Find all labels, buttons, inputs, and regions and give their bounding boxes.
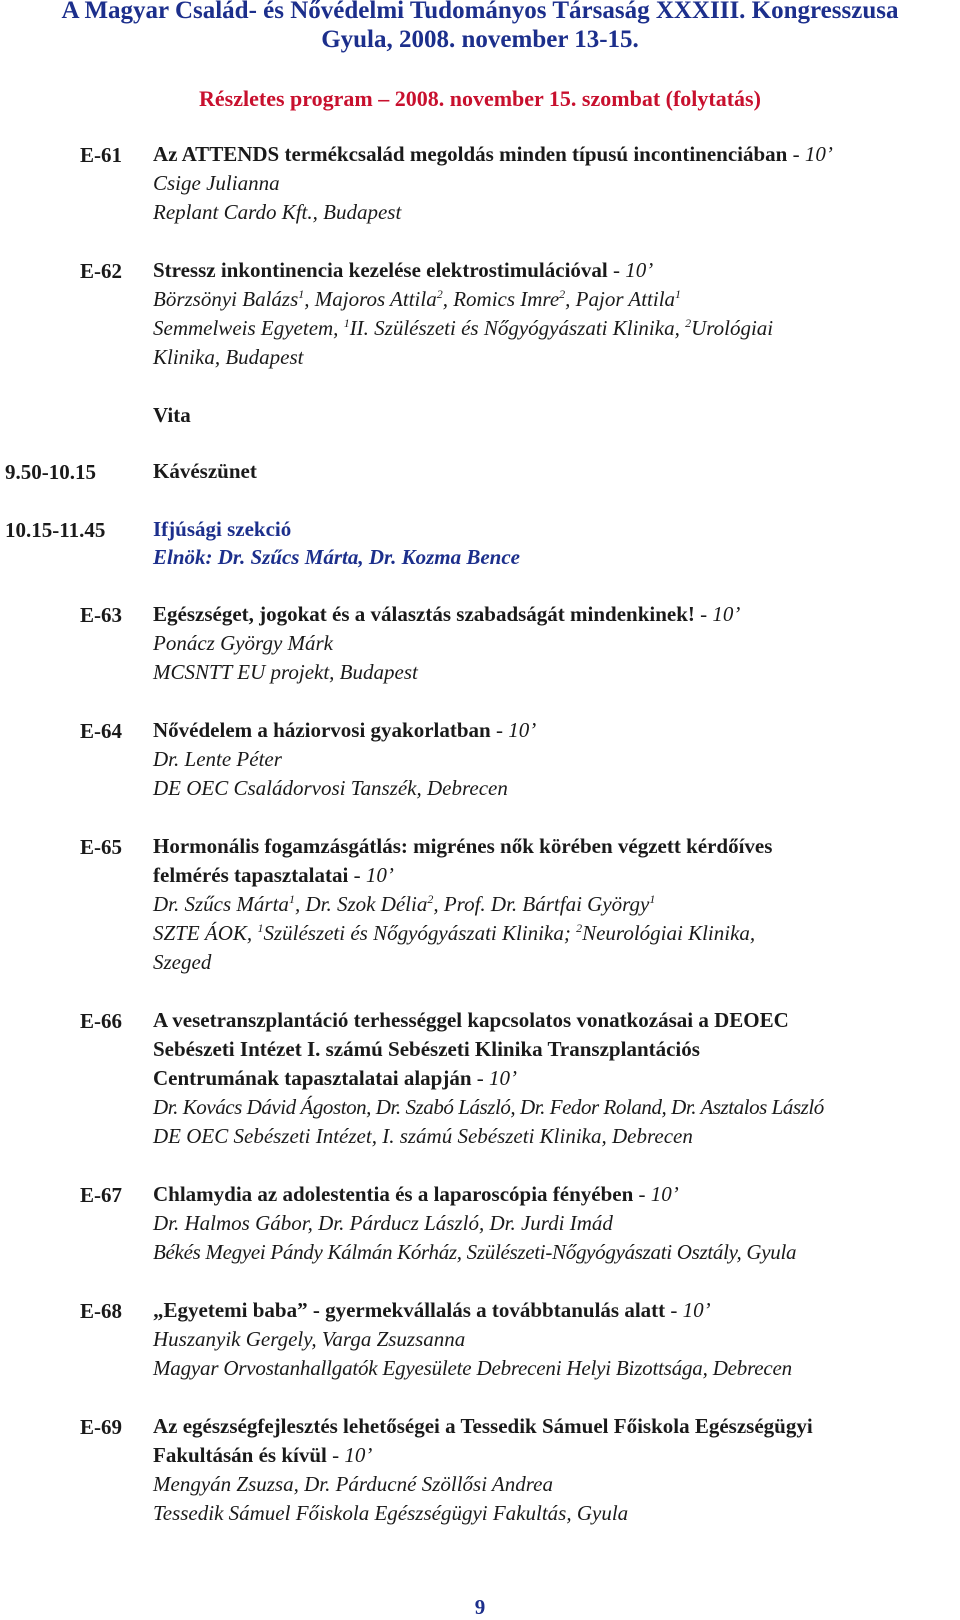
talk-authors: Csige Julianna: [153, 171, 280, 195]
talk-affiliation: Magyar Orvostanhallgatók Egyesülete Debreceni Helyi Bizottsága, Debrecen: [153, 1356, 792, 1380]
conference-place-date: Gyula, 2008. november 13-15.: [321, 26, 639, 53]
page-number: 9: [474, 1595, 486, 1619]
talk-affiliation: Semmelweis Egyetem, $^1$II. Szülészeti és Nőgyógyászati Klinika, $^2$Urológiai: [153, 316, 774, 340]
talk-title: „Egyetemi baba” - gyermekvállalás a továbbtanulás alatt - 10’: [153, 1298, 711, 1322]
talk-code: E-62: [80, 259, 122, 283]
talk-title-cont: Sebészeti Intézet I. számú Sebészeti Klinika Transzplantációs: [153, 1037, 700, 1061]
program-subtitle: Részletes program – 2008. november 15. szombat (folytatás): [199, 86, 761, 111]
talk-title-cont: Centrumának tapasztalatai alapján - 10’: [153, 1066, 518, 1090]
section-chairs: Elnök: Dr. Szűcs Márta, Dr. Kozma Bence: [153, 545, 520, 569]
talk-title: Stressz inkontinencia kezelése elektrostimulációval - 10’: [153, 258, 654, 282]
talk-authors: Dr. Kovács Dávid Ágoston, Dr. Szabó László, Dr. Fedor Roland, Dr. Asztalos László: [153, 1095, 824, 1119]
talk-title: Az egészségfejlesztés lehetőségei a Tessedik Sámuel Főiskola Egészségügyi: [153, 1414, 813, 1438]
talk-title: Nővédelem a háziorvosi gyakorlatban - 10’: [153, 718, 537, 742]
talk-affiliation-cont: Klinika, Budapest: [153, 345, 304, 369]
talk-affiliation: SZTE ÁOK, $^1$Szülészeti és Nőgyógyászati Klinika; $^2$Neurológiai Klinika,: [153, 921, 756, 945]
discussion-label: Vita: [153, 403, 191, 427]
talk-code: E-66: [80, 1009, 122, 1033]
talk-code: E-69: [80, 1415, 122, 1439]
talk-title: Hormonális fogamzásgátlás: migrénes nők körében végzett kérdőíves: [153, 834, 773, 858]
section-title: Ifjúsági szekció: [153, 517, 292, 541]
talk-title: Az ATTENDS termékcsalád megoldás minden típusú incontinenciában - 10’: [153, 142, 833, 166]
break-label: Kávészünet: [153, 459, 257, 483]
talk-authors: Mengyán Zsuzsa, Dr. Párducné Szöllősi Andrea: [153, 1472, 553, 1496]
talk-authors: Huszanyik Gergely, Varga Zsuzsanna: [153, 1327, 466, 1351]
talk-authors: Dr. Szűcs Márta$^1$, Dr. Szok Délia$^2$, Prof. Dr. Bártfai György$^1$: [153, 892, 656, 916]
talk-title: Egészséget, jogokat és a választás szabadságát mindenkinek! - 10’: [153, 602, 741, 626]
talk-title: Chlamydia az adolestentia és a laparoscópia fényében - 10’: [153, 1182, 679, 1206]
section-time: 10.15-11.45: [5, 518, 106, 542]
talk-title-cont: Fakultásán és kívül - 10’: [153, 1443, 373, 1467]
talk-title-cont: felmérés tapasztalatai - 10’: [153, 863, 394, 887]
talk-code: E-68: [80, 1299, 122, 1323]
talk-code: E-64: [80, 719, 122, 743]
talk-affiliation: Tessedik Sámuel Főiskola Egészségügyi Fakultás, Gyula: [153, 1501, 629, 1525]
conference-title: A Magyar Család- és Nővédelmi Tudományos Társaság XXXIII. Kongresszusa: [61, 0, 899, 24]
talk-affiliation: Békés Megyei Pándy Kálmán Kórház, Szülészeti-Nőgyógyászati Osztály, Gyula: [153, 1240, 797, 1264]
talk-affiliation: DE OEC Sebészeti Intézet, I. számú Sebészeti Klinika, Debrecen: [153, 1124, 693, 1148]
talk-affiliation: Replant Cardo Kft., Budapest: [153, 200, 402, 224]
talk-affiliation: MCSNTT EU projekt, Budapest: [153, 660, 418, 684]
talk-title: A vesetranszplantáció terhességgel kapcsolatos vonatkozásai a DEOEC: [153, 1008, 789, 1032]
talk-authors: Dr. Halmos Gábor, Dr. Párducz László, Dr. Jurdi Imád: [153, 1211, 613, 1235]
talk-affiliation-cont: Szeged: [153, 950, 212, 974]
talk-code: E-61: [80, 143, 122, 167]
talk-affiliation: DE OEC Családorvosi Tanszék, Debrecen: [153, 776, 508, 800]
talk-code: E-65: [80, 835, 122, 859]
talk-code: E-63: [80, 603, 122, 627]
talk-authors: Börzsönyi Balázs$^1$, Majoros Attila$^2$, Romics Imre$^2$, Pajor Attila$^1$: [153, 287, 682, 311]
talk-code: E-67: [80, 1183, 122, 1207]
break-time: 9.50-10.15: [5, 460, 96, 484]
talk-authors: Ponácz György Márk: [153, 631, 334, 655]
talk-authors: Dr. Lente Péter: [153, 747, 282, 771]
